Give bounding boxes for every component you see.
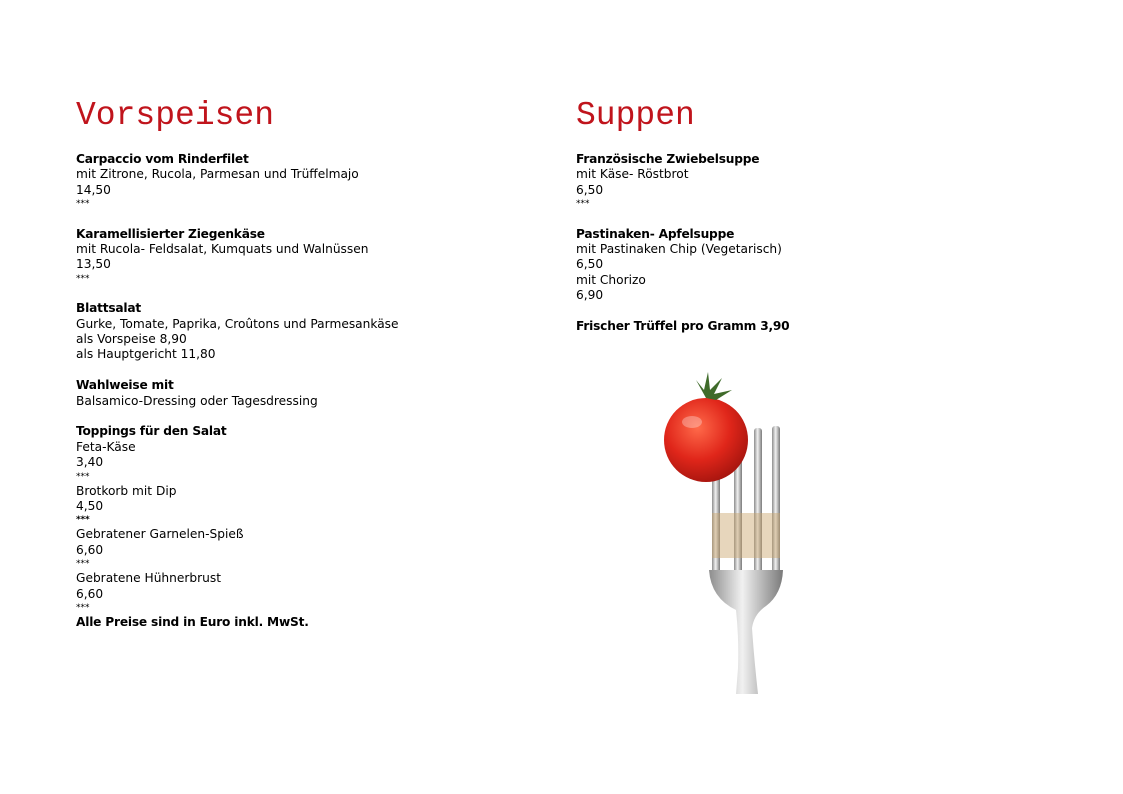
dish-price-hauptgericht: als Hauptgericht 11,80 [76,347,216,362]
suppen-section [576,96,916,334]
topping-item [76,484,496,528]
toppings-list [76,424,496,615]
soup-zwiebelsuppe [576,152,916,211]
dish-description: mit Zitrone, Rucola, Parmesan und Trüffelmajo [76,167,359,182]
tomato-fork-photo [576,338,908,694]
topping-item [76,440,496,484]
separator-stars: *** [76,515,90,526]
topping-price: 6,60 [76,542,104,557]
dressing-heading: Wahlweise mit [76,378,174,393]
tomato-fork-illustration [576,338,908,694]
separator-stars: *** [76,199,90,210]
soup-name: Pastinaken- Apfelsuppe [576,226,735,241]
dish-name: Carpaccio vom Rinderfilet [76,152,249,166]
topping-item [76,527,496,571]
dish-blattsalat [76,301,496,363]
separator-stars: *** [576,199,590,210]
fork-reflection [712,513,780,558]
dish-description: Gurke, Tomate, Paprika, Croûtons und Parmesankäse [76,316,399,331]
dish-description: mit Rucola- Feldsalat, Kumquats und Walnüssen [76,242,369,257]
tomato-highlight [682,416,702,428]
separator-stars: *** [76,559,90,570]
dish-ziegenkaese [76,227,496,286]
soup-variant: mit Chorizo [576,272,646,287]
topping-price: 3,40 [76,455,104,470]
topping-name: Gebratener Garnelen-Spieß [76,527,244,542]
topping-name: Feta-Käse [76,439,136,454]
dish-price: 14,50 [76,182,111,197]
soup-description: mit Pastinaken Chip (Vegetarisch) [576,242,782,257]
vorspeisen-section [76,96,496,631]
dish-carpaccio [76,152,496,211]
topping-price: 4,50 [76,499,104,514]
truffle-note: Frischer Trüffel pro Gramm 3,90 [576,319,790,334]
topping-name: Brotkorb mit Dip [76,483,177,498]
soup-price: 6,50 [576,257,604,272]
separator-stars: *** [76,471,90,482]
topping-price: 6,60 [76,586,104,601]
dish-name: Blattsalat [76,301,142,316]
separator-stars: *** [76,273,90,284]
dish-price: 13,50 [76,257,111,272]
soup-variant-price: 6,90 [576,288,604,303]
suppen-heading: Suppen [576,97,695,134]
toppings-heading: Toppings für den Salat [76,424,227,439]
topping-name: Gebratene Hühnerbrust [76,571,221,586]
soup-pastinaken [576,227,916,304]
fork-handle [709,570,783,694]
separator-stars: *** [76,603,90,614]
dish-name: Karamellisierter Ziegenkäse [76,226,265,241]
dish-price-vorspeise: als Vorspeise 8,90 [76,332,187,347]
price-note: Alle Preise sind in Euro inkl. MwSt. [76,615,309,630]
topping-item [76,571,496,615]
vorspeisen-heading: Vorspeisen [76,97,275,134]
dressing-options [76,378,496,409]
dressing-description: Balsamico-Dressing oder Tagesdressing [76,393,318,408]
tomato-stem [696,372,732,400]
soup-price: 6,50 [576,182,604,197]
tomato [664,398,748,482]
soup-description: mit Käse- Röstbrot [576,167,689,182]
soup-name: Französische Zwiebelsuppe [576,152,760,166]
